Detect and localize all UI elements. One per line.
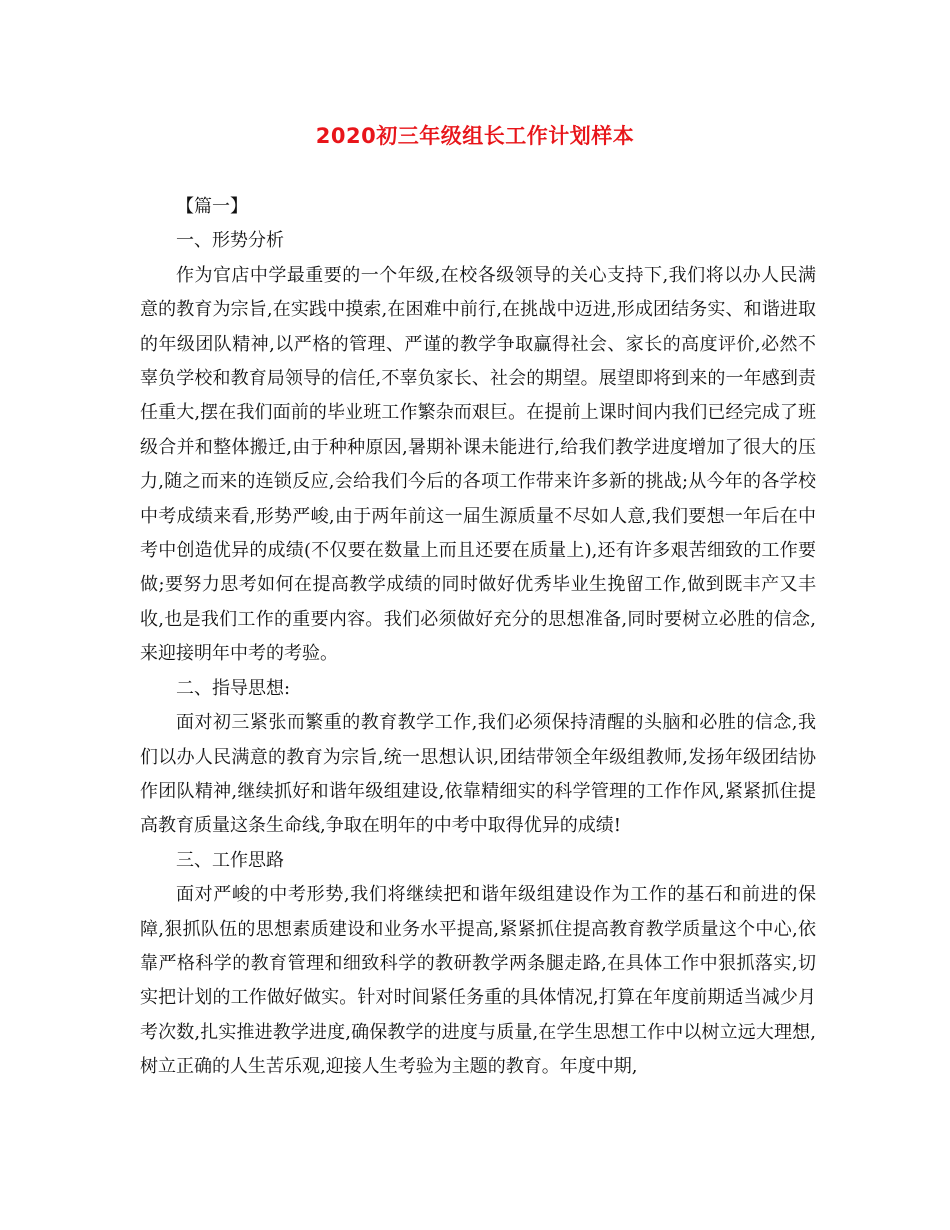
paragraph-situation-analysis: 作为官店中学最重要的一个年级,在校各级领导的关心支持下,我们将以办人民满意的教育为宗旨,在实践中摸索,在困难中前行,在挑战中迈进,形成团结务实、和谐进取的年级团队精神,以严格的管理、严谨的教学争取赢得社会、家长的高度评价,必然不辜负学校和教育局领导的信任,不辜负家长、社会的期望。展望即将到来的一年感到责任重大,摆在我们面前的毕业班工作繁杂而艰巨。在提前上课时间内我们已经完成了班级合并和整体搬迁,由于种种原因,暑期补课未能进行,给我们教学进度增加了很大的压力,随之而来的连锁反应,会给我们今后的各项工作带来许多新的挑战;从今年的各学校中考成绩来看,形势严峻,由于两年前这一届生源质量不尽如人意,我们要想一年后在中考中创造优异的成绩(不仅要在数量上而且还要在质量上),还有许多艰苦细致的工作要做;要努力思考如何在提高教学成绩的同时做好优秀毕业生挽留工作,做到既丰产又丰收,也是我们工作的重要内容。我们必须做好充分的思想准备,同时要树立必胜的信念,来迎接明年中考的考验。 [140, 264, 816, 665]
heading-situation-analysis: 一、形势分析 [176, 230, 284, 252]
section-label: 【篇一】 [176, 196, 248, 217]
heading-work-approach: 三、工作思路 [176, 849, 284, 871]
document-title: 2020初三年级组长工作计划样本 [315, 124, 635, 148]
paragraph-work-approach: 面对严峻的中考形势,我们将继续把和谐年级组建设作为工作的基石和前进的保障,狠抓队伍的思想素质建设和业务水平提高,紧紧抓住提高教育教学质量这个中心,依靠严格科学的教育管理和细致科学的教研教学两条腿走路,在具体工作中狠抓落实,切实把计划的工作做好做实。针对时间紧任务重的具体情况,打算在年度前期适当减少月考次数,扎实推进教学进度,确保教学的进度与质量,在学生思想工作中以树立远大理想,树立正确的人生苦乐观,迎接人生考验为主题的教育。年度中期, [140, 884, 816, 1078]
heading-guiding-ideology: 二、指导思想: [176, 677, 291, 699]
paragraph-guiding-ideology: 面对初三紧张而繁重的教育教学工作,我们必须保持清醒的头脑和必胜的信念,我们以办人民满意的教育为宗旨,统一思想认识,团结带领全年级组教师,发扬年级团结协作团队精神,继续抓好和谐年级组建设,依靠精细实的科学管理的工作作风,紧紧抓住提高教育质量这条生命线,争取在明年的中考中取得优异的成绩! [140, 712, 816, 837]
document-body [140, 190, 816, 1085]
